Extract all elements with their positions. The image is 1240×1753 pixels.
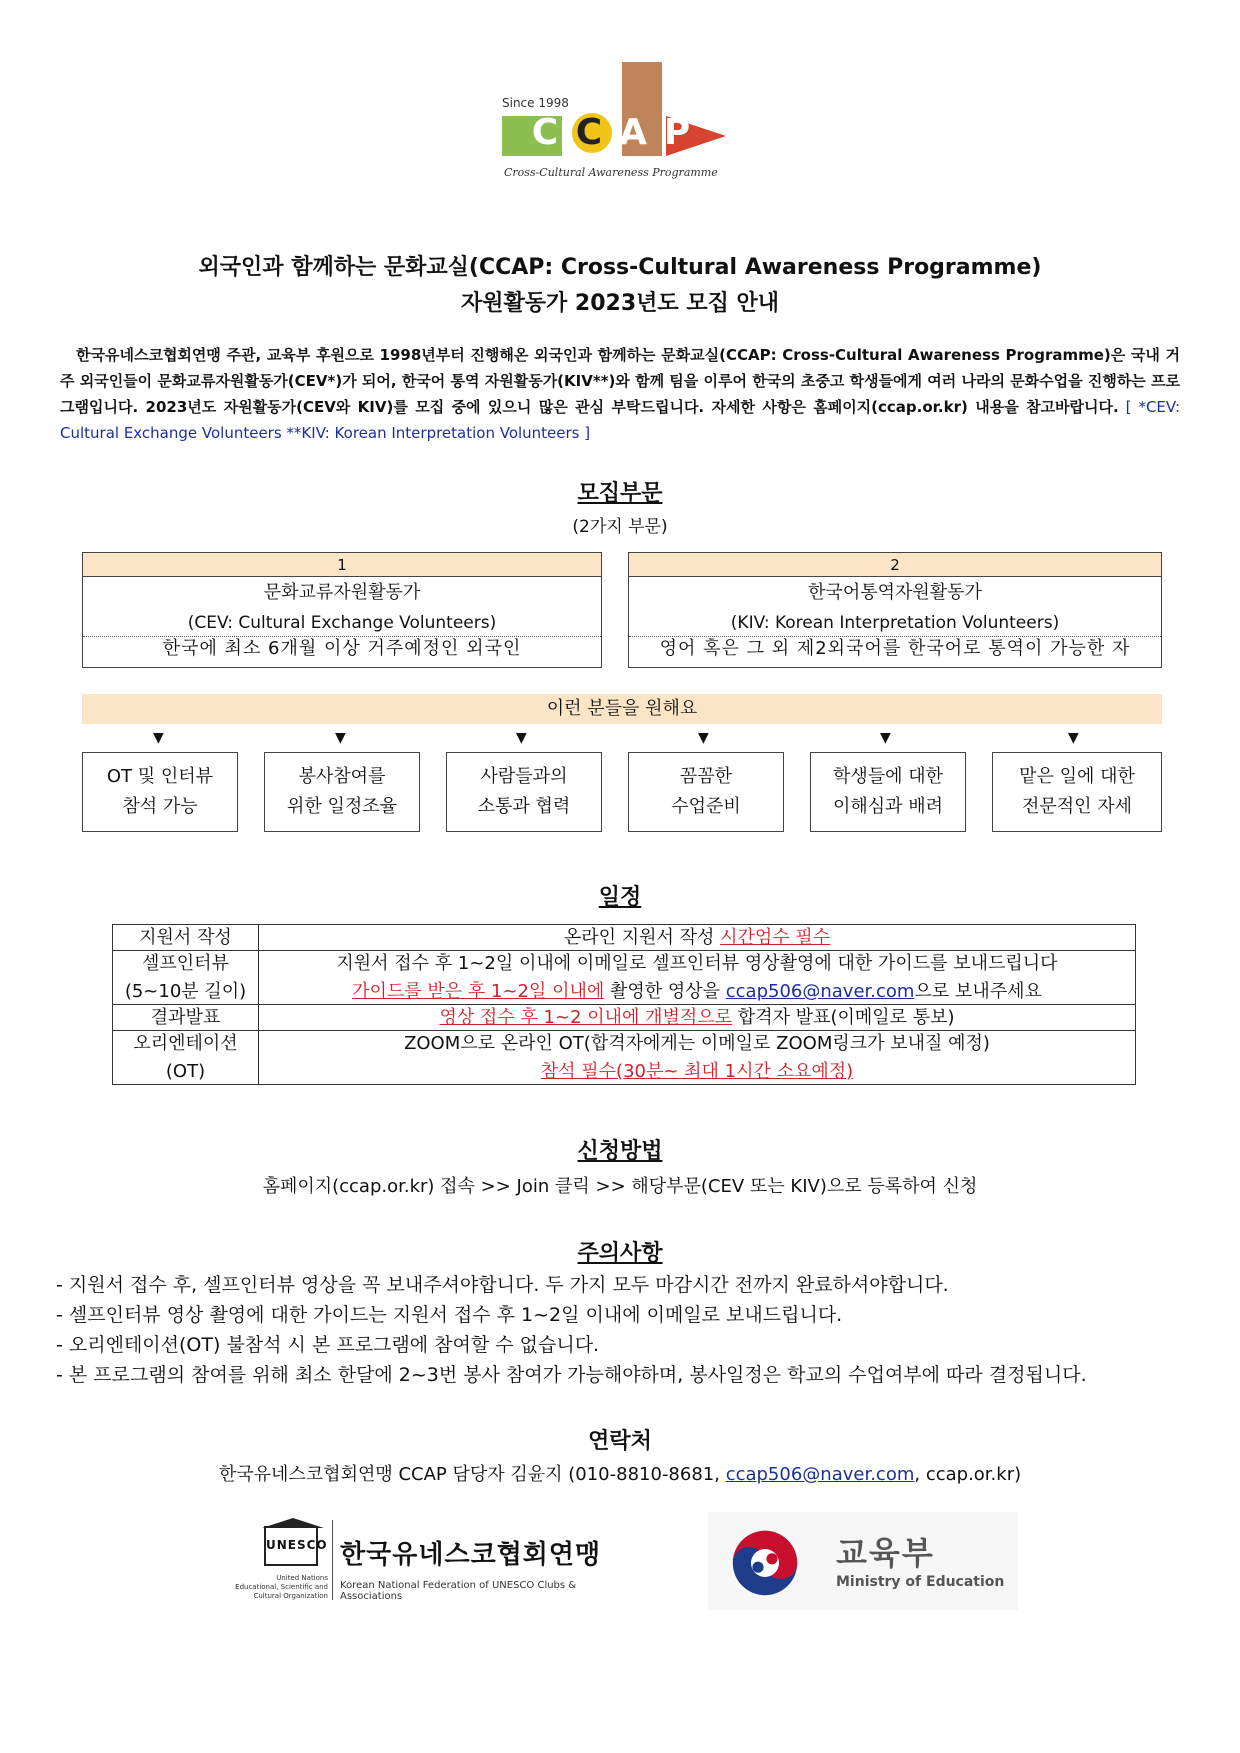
logo-letter: A xyxy=(619,112,653,153)
intro-paragraph xyxy=(60,342,1180,446)
schedule-emphasis: 가이드를 받은 후 1~2일 이내에 xyxy=(352,981,605,1002)
schedule-emphasis: 시간엄수 필수 xyxy=(720,927,831,948)
schedule-key xyxy=(113,951,259,1005)
unesco-mark: UNESCO xyxy=(266,1538,328,1552)
category-description: 한국에 최소 6개월 이상 거주예정인 외국인 xyxy=(162,638,522,659)
unesco-org-text: United Nations Educational, Scientific and Cultural Organization xyxy=(235,1574,328,1600)
schedule-key-line: (5~10분 길이) xyxy=(124,981,247,1002)
unesco-temple-icon xyxy=(264,1526,328,1566)
category-description: 영어 혹은 그 외 제2외국어를 한국어로 통역이 가능한 자 xyxy=(659,638,1131,659)
trait-line: 소통과 협력 xyxy=(477,796,571,817)
category-name: 문화교류자원활동가 xyxy=(263,582,421,603)
schedule-text: 합격자 발표(이메일로 통보) xyxy=(732,1007,955,1028)
contact-heading: 연락처 xyxy=(588,1429,652,1454)
moe-english-name: Ministry of Education xyxy=(836,1574,1005,1590)
moe-korean-name: 교육부 xyxy=(836,1534,935,1572)
trait-box xyxy=(446,752,602,832)
table-row xyxy=(113,951,1136,1005)
schedule-value xyxy=(259,951,1136,1005)
arrow-down-icon: ▼ xyxy=(335,730,346,746)
list-item: - 본 프로그램의 참여를 위해 최소 한달에 2~3번 봉사 참여가 가능해야하며, 봉사일정은 학교의 수업여부에 따라 결정됩니다. xyxy=(56,1364,1087,1386)
schedule-text: 지원서 접수 후 1~2일 이내에 이메일로 셀프인터뷰 영상촬영에 대한 가이드를 보내드립니다 xyxy=(336,953,1058,974)
schedule-key-line: (OT) xyxy=(165,1061,206,1082)
list-item: - 오리엔테이션(OT) 불참석 시 본 프로그램에 참여할 수 없습니다. xyxy=(56,1334,600,1356)
schedule-value xyxy=(259,1031,1136,1085)
arrow-down-icon: ▼ xyxy=(880,730,891,746)
recruit-subheading: (2가지 부문) xyxy=(572,517,668,537)
page-subtitle: 자원활동가 2023년도 모집 안내 xyxy=(461,291,779,316)
notes-list xyxy=(56,1270,1196,1390)
contact-suffix: , ccap.or.kr) xyxy=(914,1464,1022,1485)
trait-box xyxy=(810,752,966,832)
ccap-logo xyxy=(498,56,758,186)
recruit-heading: 모집부문 xyxy=(577,481,663,506)
arrow-down-icon: ▼ xyxy=(516,730,527,746)
schedule-key xyxy=(113,1031,259,1085)
intro-note: [ *CEV: Cultural Exchange Volunteers **KIV: Korean Interpretation Volunteers ] xyxy=(60,398,1180,442)
trait-line: 꼼꼼한 xyxy=(679,766,733,787)
schedule-key: 지원서 작성 xyxy=(113,925,259,951)
schedule-text-line xyxy=(259,976,1135,1004)
schedule-key-line: 오리엔테이션 xyxy=(133,1033,238,1054)
category-number: 2 xyxy=(629,553,1161,577)
logo-letters xyxy=(528,112,704,153)
unesco-english-name: Korean National Federation of UNESCO Clubs & Associations xyxy=(340,1580,577,1602)
category-name: 한국어통역자원활동가 xyxy=(808,582,982,603)
logo-letter: C xyxy=(531,112,565,153)
category-english: (KIV: Korean Interpretation Volunteers) xyxy=(629,609,1161,637)
trait-box xyxy=(264,752,420,832)
list-item: - 지원서 접수 후, 셀프인터뷰 영상을 꼭 보내주셔야합니다. 두 가지 모두 마감시간 전까지 완료하셔야합니다. xyxy=(56,1274,949,1296)
moe-logo xyxy=(708,1512,1018,1610)
schedule-text: ZOOM으로 온라인 OT(합격자에게는 이메일로 ZOOM링크가 보내질 예정) xyxy=(404,1033,990,1054)
logo-tagline: Cross-Cultural Awareness Programme xyxy=(504,166,718,179)
schedule-text: 온라인 지원서 작성 xyxy=(563,927,721,948)
category-cev xyxy=(82,552,602,668)
want-banner: 이런 분들을 원해요 xyxy=(82,694,1162,724)
contact-email-link[interactable]: ccap506@naver.com xyxy=(725,1464,915,1485)
schedule-text: 촬영한 영상을 xyxy=(604,981,726,1002)
trait-box xyxy=(628,752,784,832)
schedule-key-line: 셀프인터뷰 xyxy=(142,953,229,974)
unesco-logo xyxy=(232,1514,612,1610)
schedule-value xyxy=(259,1005,1136,1031)
page-title: 외국인과 함께하는 문화교실(CCAP: Cross-Cultural Awareness Programme) xyxy=(198,255,1042,280)
category-number: 1 xyxy=(83,553,601,577)
taegeuk-emblem-icon xyxy=(730,1528,800,1598)
arrow-down-icon: ▼ xyxy=(153,730,164,746)
logo-letter: C xyxy=(572,113,612,153)
trait-box xyxy=(992,752,1162,832)
trait-line: 전문적인 자세 xyxy=(1021,796,1133,817)
schedule-emphasis: 참석 필수(30분~ 최대 1시간 소요예정) xyxy=(540,1061,854,1082)
table-row xyxy=(113,1031,1136,1085)
howto-text: 홈페이지(ccap.or.kr) 접속 >> Join 클릭 >> 해당부문(CEV 또는 KIV)으로 등록하여 신청 xyxy=(262,1176,978,1197)
arrow-down-icon: ▼ xyxy=(1068,730,1079,746)
arrow-down-icon: ▼ xyxy=(698,730,709,746)
trait-line: 학생들에 대한 xyxy=(832,766,944,787)
table-row xyxy=(113,1005,1136,1031)
category-english: (CEV: Cultural Exchange Volunteers) xyxy=(83,609,601,637)
divider xyxy=(332,1520,333,1600)
unesco-korean-name: 한국유네스코협회연맹 xyxy=(340,1540,602,1570)
trait-line: 이해심과 배려 xyxy=(832,796,944,817)
schedule-key: 결과발표 xyxy=(113,1005,259,1031)
notes-heading: 주의사항 xyxy=(577,1241,663,1266)
trait-line: OT 및 인터뷰 xyxy=(106,766,214,787)
schedule-table xyxy=(112,924,1136,1085)
logo-letter: P xyxy=(663,112,697,153)
contact-prefix: 한국유네스코협회연맹 CCAP 담당자 김윤지 (010-8810-8681, xyxy=(218,1464,726,1485)
logo-since: Since 1998 xyxy=(502,96,569,110)
trait-line: 위한 일정조율 xyxy=(286,796,398,817)
trait-line: 맡은 일에 대한 xyxy=(1019,766,1135,787)
schedule-heading: 일정 xyxy=(598,885,642,910)
email-link[interactable]: ccap506@naver.com xyxy=(725,981,915,1002)
howto-heading: 신청방법 xyxy=(577,1139,663,1164)
intro-text: 한국유네스코협회연맹 주관, 교육부 후원으로 1998년부터 진행해온 외국인과 함께하는 문화교실(CCAP: Cross-Cultural Awareness Programme)은 국내 거주 외국인들이 문화교류자원활동가(CEV*)가 되어, 한국어 통역 자원활동가(KIV**)와 함께 팀을 이루어 한국의 초중고 학생들에게 여러 나라의 문화수업을 진행하는 프로그램입니다. 2023년도 자원활동가(CEV와 KIV)를 모집 중에 있으니 많은 관심 부탁드립니다. 자세한 사항은 홈페이지(ccap.or.kr) 내용을 참고바랍니다. xyxy=(60,346,1180,416)
trait-line: 봉사참여를 xyxy=(298,766,386,787)
category-kiv xyxy=(628,552,1162,668)
trait-line: 사람들과의 xyxy=(480,766,568,787)
contact-line xyxy=(0,1460,1240,1486)
table-row xyxy=(113,925,1136,951)
schedule-text: 으로 보내주세요 xyxy=(914,981,1042,1002)
list-item: - 셀프인터뷰 영상 촬영에 대한 가이드는 지원서 접수 후 1~2일 이내에 이메일로 보내드립니다. xyxy=(56,1304,843,1326)
schedule-emphasis: 영상 접수 후 1~2 이내에 개별적으로 xyxy=(439,1007,733,1028)
trait-box xyxy=(82,752,238,832)
trait-line: 참석 가능 xyxy=(122,796,198,817)
trait-line: 수업준비 xyxy=(671,796,741,817)
schedule-value xyxy=(259,925,1136,951)
